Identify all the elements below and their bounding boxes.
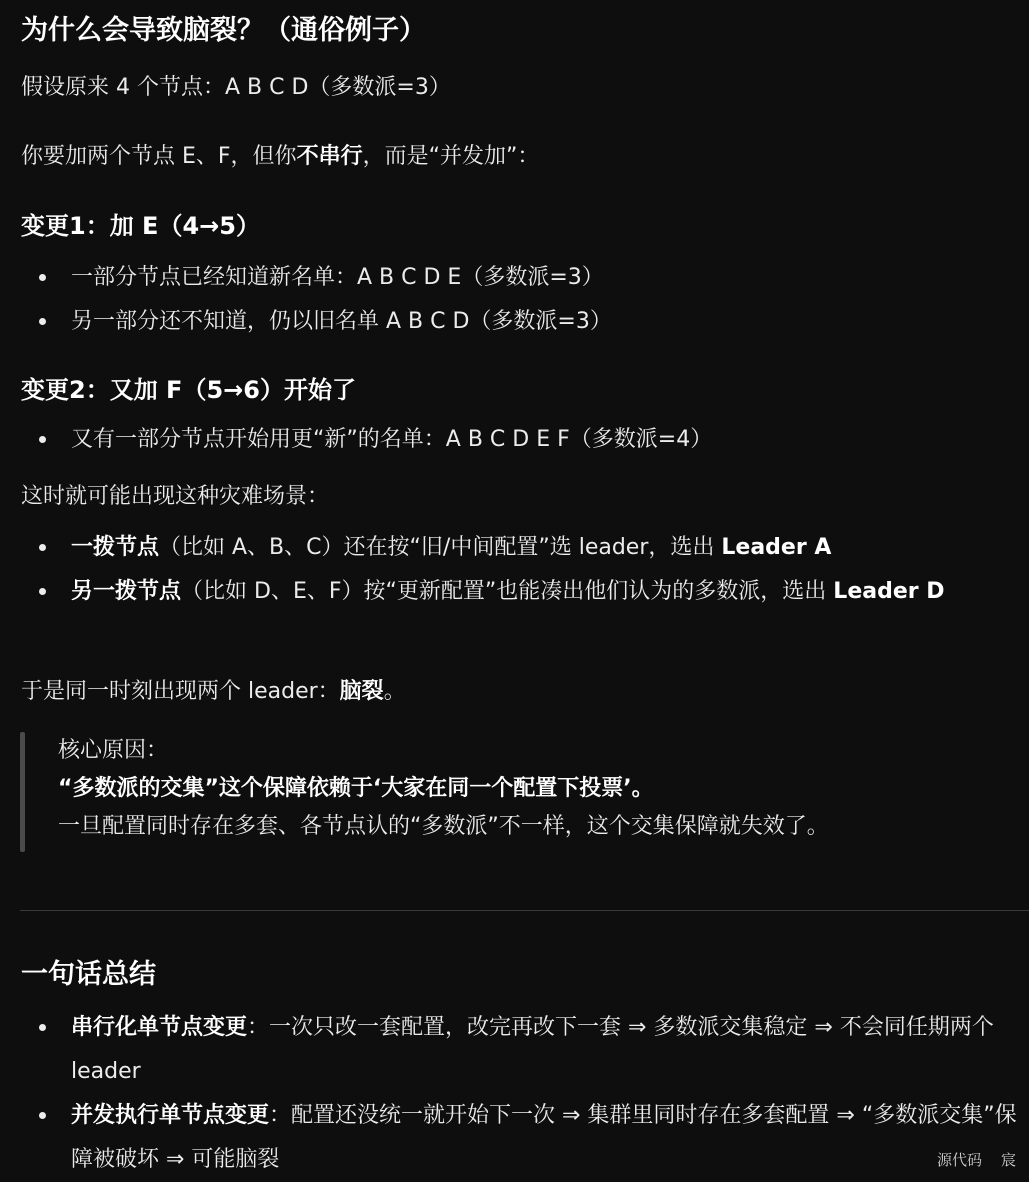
conclusion-prefix: 于是同一时刻出现两个 leader： <box>21 679 340 704</box>
bullet-dot-icon <box>39 1024 46 1031</box>
bullet-dot-icon <box>39 544 46 551</box>
list-item-bold: 串行化单节点变更 <box>71 1015 248 1040</box>
list-item-text: ：配置还没统一就开始下一次 ⇒ 集群里同时存在多套配置 ⇒ “多数派交集”保障被破坏 ⇒ 可能脑裂 <box>71 1103 1017 1172</box>
list-item <box>0 570 1029 614</box>
intro-line-2-bold: 不串行 <box>296 144 363 169</box>
quote-line-3: 一旦配置同时存在多套、各节点认的“多数派”不一样，这个交集保障就失效了。 <box>58 814 829 839</box>
list-item <box>0 300 1029 344</box>
intro-line-2-prefix: 你要加两个节点 E、F，但你 <box>21 144 297 169</box>
list-item <box>0 418 1029 462</box>
conclusion-bold: 脑裂 <box>339 679 384 704</box>
list-item-bold: 并发执行单节点变更 <box>71 1103 270 1128</box>
list-item-text: 另一部分还不知道，仍以旧名单 A B C D（多数派=3） <box>71 309 612 334</box>
list-item <box>0 526 1029 570</box>
intro-line-2 <box>21 142 539 172</box>
scenario-conclusion <box>21 677 406 707</box>
summary-list <box>0 1006 1029 1182</box>
change1-heading: 变更1：加 E（4→5） <box>21 212 260 240</box>
list-item-bold: 一拨节点 <box>71 535 160 560</box>
bullet-dot-icon <box>39 436 46 443</box>
list-item <box>0 256 1029 300</box>
change2-list <box>0 418 1029 462</box>
intro-line-2-suffix: ，而是“并发加”： <box>362 144 540 169</box>
source-code-label[interactable]: 源代码 <box>937 1151 983 1169</box>
author-label: 宸 <box>1001 1151 1017 1169</box>
list-item-bold-end: Leader A <box>721 535 832 560</box>
section-divider <box>20 910 1029 911</box>
intro-line-1: 假设原来 4 个节点：A B C D（多数派=3） <box>21 75 451 100</box>
bullet-dot-icon <box>39 318 46 325</box>
quote-line-1: 核心原因： <box>58 738 169 763</box>
change2-heading: 变更2：又加 F（5→6）开始了 <box>21 376 356 404</box>
page-title: 为什么会导致脑裂？（通俗例子） <box>21 15 426 46</box>
bullet-dot-icon <box>39 1112 46 1119</box>
list-item-text: 一部分节点已经知道新名单：A B C D E（多数派=3） <box>71 265 604 290</box>
list-item-text: （比如 A、B、C）还在按“旧/中间配置”选 leader，选出 <box>159 535 722 560</box>
list-item-text: ：一次只改一套配置，改完再改下一套 ⇒ 多数派交集稳定 ⇒ 不会同任期两个 leader <box>71 1015 994 1084</box>
scenario-intro: 这时就可能出现这种灾难场景： <box>21 484 330 509</box>
quote-line-2: “多数派的交集”这个保障依赖于‘大家在同一个配置下投票’。 <box>58 776 654 801</box>
list-item-text: 又有一部分节点开始用更“新”的名单：A B C D E F（多数派=4） <box>71 427 713 452</box>
bullet-dot-icon <box>39 588 46 595</box>
blockquote-bar <box>20 732 25 852</box>
list-item <box>0 1006 1029 1094</box>
conclusion-suffix: 。 <box>383 679 406 704</box>
blockquote <box>20 732 1000 852</box>
list-item-bold: 另一拨节点 <box>71 579 182 604</box>
summary-heading: 一句话总结 <box>21 959 156 990</box>
scenario-list <box>0 526 1029 614</box>
bullet-dot-icon <box>39 274 46 281</box>
change1-list <box>0 256 1029 344</box>
list-item-bold-end: Leader D <box>833 579 945 604</box>
list-item <box>0 1094 1029 1182</box>
list-item-text: （比如 D、E、F）按“更新配置”也能凑出他们认为的多数派，选出 <box>181 579 834 604</box>
